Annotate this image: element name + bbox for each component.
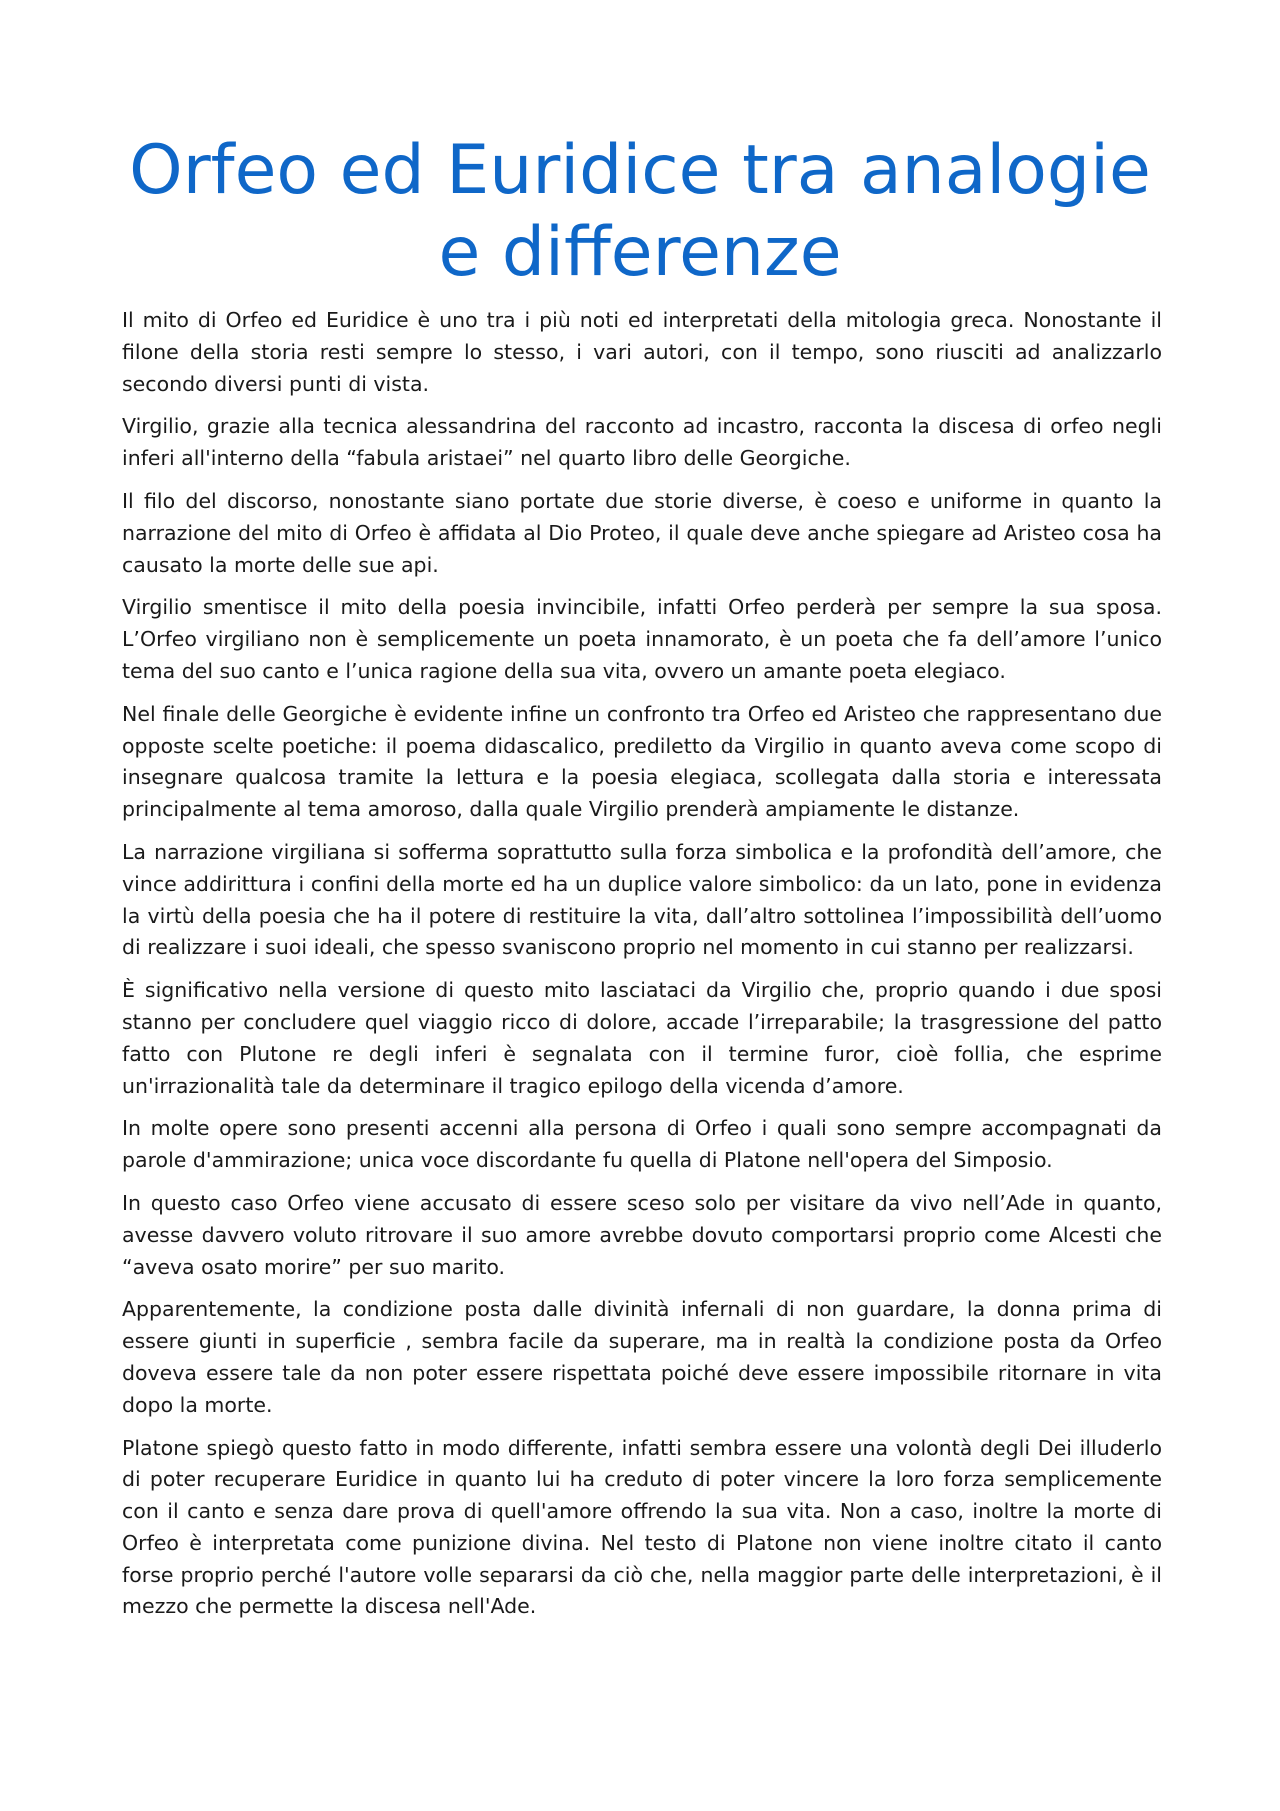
paragraph: Virgilio, grazie alla tecnica alessandrina del racconto ad incastro, racconta la discesa di orfeo negli inferi all'interno della “fabula aristaei” nel quarto libro delle Georgiche.: [122, 414, 1162, 471]
paragraph: Apparentemente, la condizione posta dalle divinità infernali di non guardare, la donna prima di essere giunti in superficie , sembra facile da superare, ma in realtà la condizione posta da Orfeo doveva essere tale da non poter essere rispettata poiché deve essere impossibile ritornare in vita dopo la morte.: [122, 1297, 1162, 1417]
document-title: Orfeo ed Euridice tra analogie e differenze: [129, 131, 1151, 292]
paragraph: La narrazione virgiliana si sofferma soprattutto sulla forza simbolica e la profondità dell’amore, che vince addirittura i confini della morte ed ha un duplice valore simbolico: da un lato, pone in evidenza la virtù della poesia che ha il potere di restituire la vita, dall’altro sottolinea l’impossibilità dell’uomo di realizzare i suoi ideali, che spesso svaniscono proprio nel momento in cui stanno per realizzarsi.: [122, 839, 1162, 960]
paragraph: È significativo nella versione di questo mito lasciataci da Virgilio che, proprio quando i due sposi stanno per concludere quel viaggio ricco di dolore, accade l’irreparabile; la trasgressione del patto fatto con Plutone re degli inferi è segnalata con il termine furor, cioè follia, che esprime un'irrazionalità tale da determinare il tragico epilogo della vicenda d’amore.: [122, 978, 1162, 1098]
document-body: [122, 305, 1162, 1634]
paragraph: Platone spiegò questo fatto in modo differente, infatti sembra essere una volontà degli Dei illuderlo di poter recuperare Euridice in quanto lui ha creduto di poter vincere la loro forza semplicemente con il canto e senza dare prova di quell'amore offrendo la sua vita. Non a caso, inoltre la morte di Orfeo è interpretata come punizione divina. Nel testo di Platone non viene inoltre citato il canto forse proprio perché l'autore volle separarsi da ciò che, nella maggior parte delle interpretazioni, è il mezzo che permette la discesa nell'Ade.: [122, 1435, 1162, 1619]
paragraph: In molte opere sono presenti accenni alla persona di Orfeo i quali sono sempre accompagnati da parole d'ammirazione; unica voce discordante fu quella di Platone nell'opera del Simposio.: [122, 1116, 1162, 1173]
paragraph: Virgilio smentisce il mito della poesia invincibile, infatti Orfeo perderà per sempre la sua sposa. L’Orfeo virgiliano non è semplicemente un poeta innamorato, è un poeta che fa dell’amore l’unico tema del suo canto e l’unica ragione della sua vita, ovvero un amante poeta elegiaco.: [122, 595, 1162, 683]
paragraph: Nel finale delle Georgiche è evidente infine un confronto tra Orfeo ed Aristeo che rappresentano due opposte scelte poetiche: il poema didascalico, prediletto da Virgilio in quanto aveva come scopo di insegnare qualcosa tramite la lettura e la poesia elegiaca, scollegata dalla storia e interessata principalmente al tema amoroso, dalla quale Virgilio prenderà ampiamente le distanze.: [122, 701, 1162, 822]
paragraph: In questo caso Orfeo viene accusato di essere sceso solo per visitare da vivo nell’Ade in quanto, avesse davvero voluto ritrovare il suo amore avrebbe dovuto comportarsi proprio come Alcesti che “aveva osato morire” per suo marito.: [122, 1190, 1162, 1279]
paragraph: Il filo del discorso, nonostante siano portate due storie diverse, è coeso e uniforme in quanto la narrazione del mito di Orfeo è affidata al Dio Proteo, il quale deve anche spiegare ad Aristeo cosa ha causato la morte delle sue api.: [122, 488, 1162, 577]
paragraph: Il mito di Orfeo ed Euridice è uno tra i più noti ed interpretati della mitologia greca. Nonostante il filone della storia resti sempre lo stesso, i vari autori, con il tempo, sono riusciti ad analizzarlo secondo diversi punti di vista.: [122, 308, 1162, 396]
